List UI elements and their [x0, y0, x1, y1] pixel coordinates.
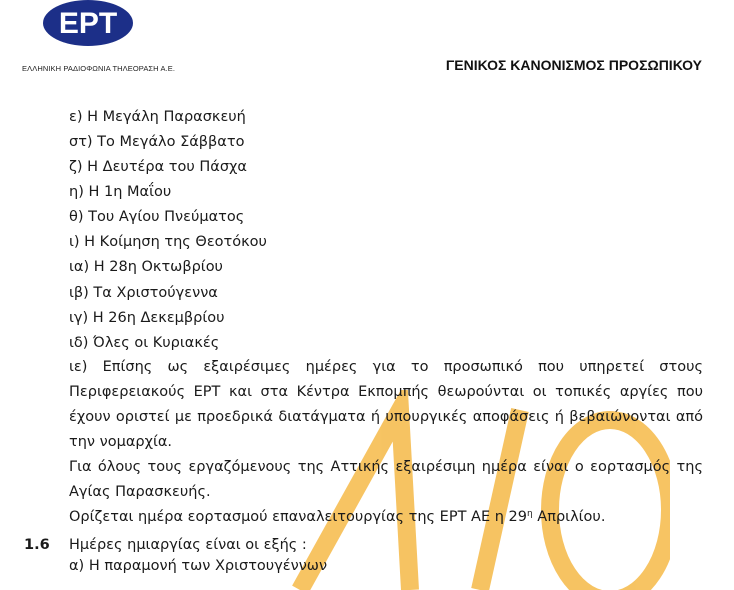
list-item: η) Η 1η Μαΐου: [69, 184, 172, 200]
document-title: ΓΕΝΙΚΟΣ ΚΑΝΟΝΙΣΜΟΣ ΠΡΟΣΩΠΙΚΟΥ: [445, 57, 702, 73]
ert-logo: [42, 0, 134, 46]
paragraph-local-holidays: ιε) Επίσης ως εξαιρέσιμες ημέρες για το προσωπικό που υπηρετεί στους Περιφερειακούς ΕΡΤ και στα Κέντρα Εκπομπής θεωρούνται οι τοπικές αργίες που έχουν οριστεί με προεδρικά διατάγματα ή υπουργικές αποφάσεις ή βεβαιώνονται από την νομαρχία.: [69, 359, 703, 450]
logo-text: ΕΡΤ: [58, 7, 118, 40]
reopening-month: Απριλίου.: [532, 509, 606, 525]
paragraph-attica-holiday: Για όλους τους εργαζόμενους της Αττικής εξαιρέσιμη ημέρα είναι ο εορτασμός της Αγίας Παρασκευής.: [69, 459, 703, 500]
paragraph-ert-reopening: [69, 505, 703, 530]
list-item: ιγ) Η 26η Δεκεμβρίου: [69, 310, 225, 326]
list-item: α) Η παραμονή των Χριστουγέννων: [69, 558, 328, 574]
list-item: ε) Η Μεγάλη Παρασκευή: [69, 109, 246, 125]
section-number: 1.6: [24, 537, 50, 553]
reopening-text: Ορίζεται ημέρα εορτασμού επαναλειτουργίας της ΕΡΤ ΑΕ η 29: [69, 509, 527, 525]
list-item: ι) Η Κοίμηση της Θεοτόκου: [69, 234, 267, 250]
list-item: θ) Του Αγίου Πνεύματος: [69, 209, 245, 225]
organization-name: ΕΛΛΗΝΙΚΗ ΡΑΔΙΟΦΩΝΙΑ ΤΗΛΕΟΡΑΣΗ Α.Ε.: [22, 64, 176, 73]
list-item: ζ) Η Δευτέρα του Πάσχα: [69, 159, 247, 175]
ordinal-superscript: η: [526, 509, 533, 519]
list-item: ια) Η 28η Οκτωβρίου: [69, 259, 223, 275]
list-item: ιδ) Όλες οι Κυριακές: [69, 335, 220, 351]
list-item: στ) Το Μεγάλο Σάββατο: [69, 134, 245, 150]
list-item: ιβ) Τα Χριστούγεννα: [69, 285, 218, 301]
section-heading: Ημέρες ημιαργίας είναι οι εξής :: [69, 537, 307, 553]
